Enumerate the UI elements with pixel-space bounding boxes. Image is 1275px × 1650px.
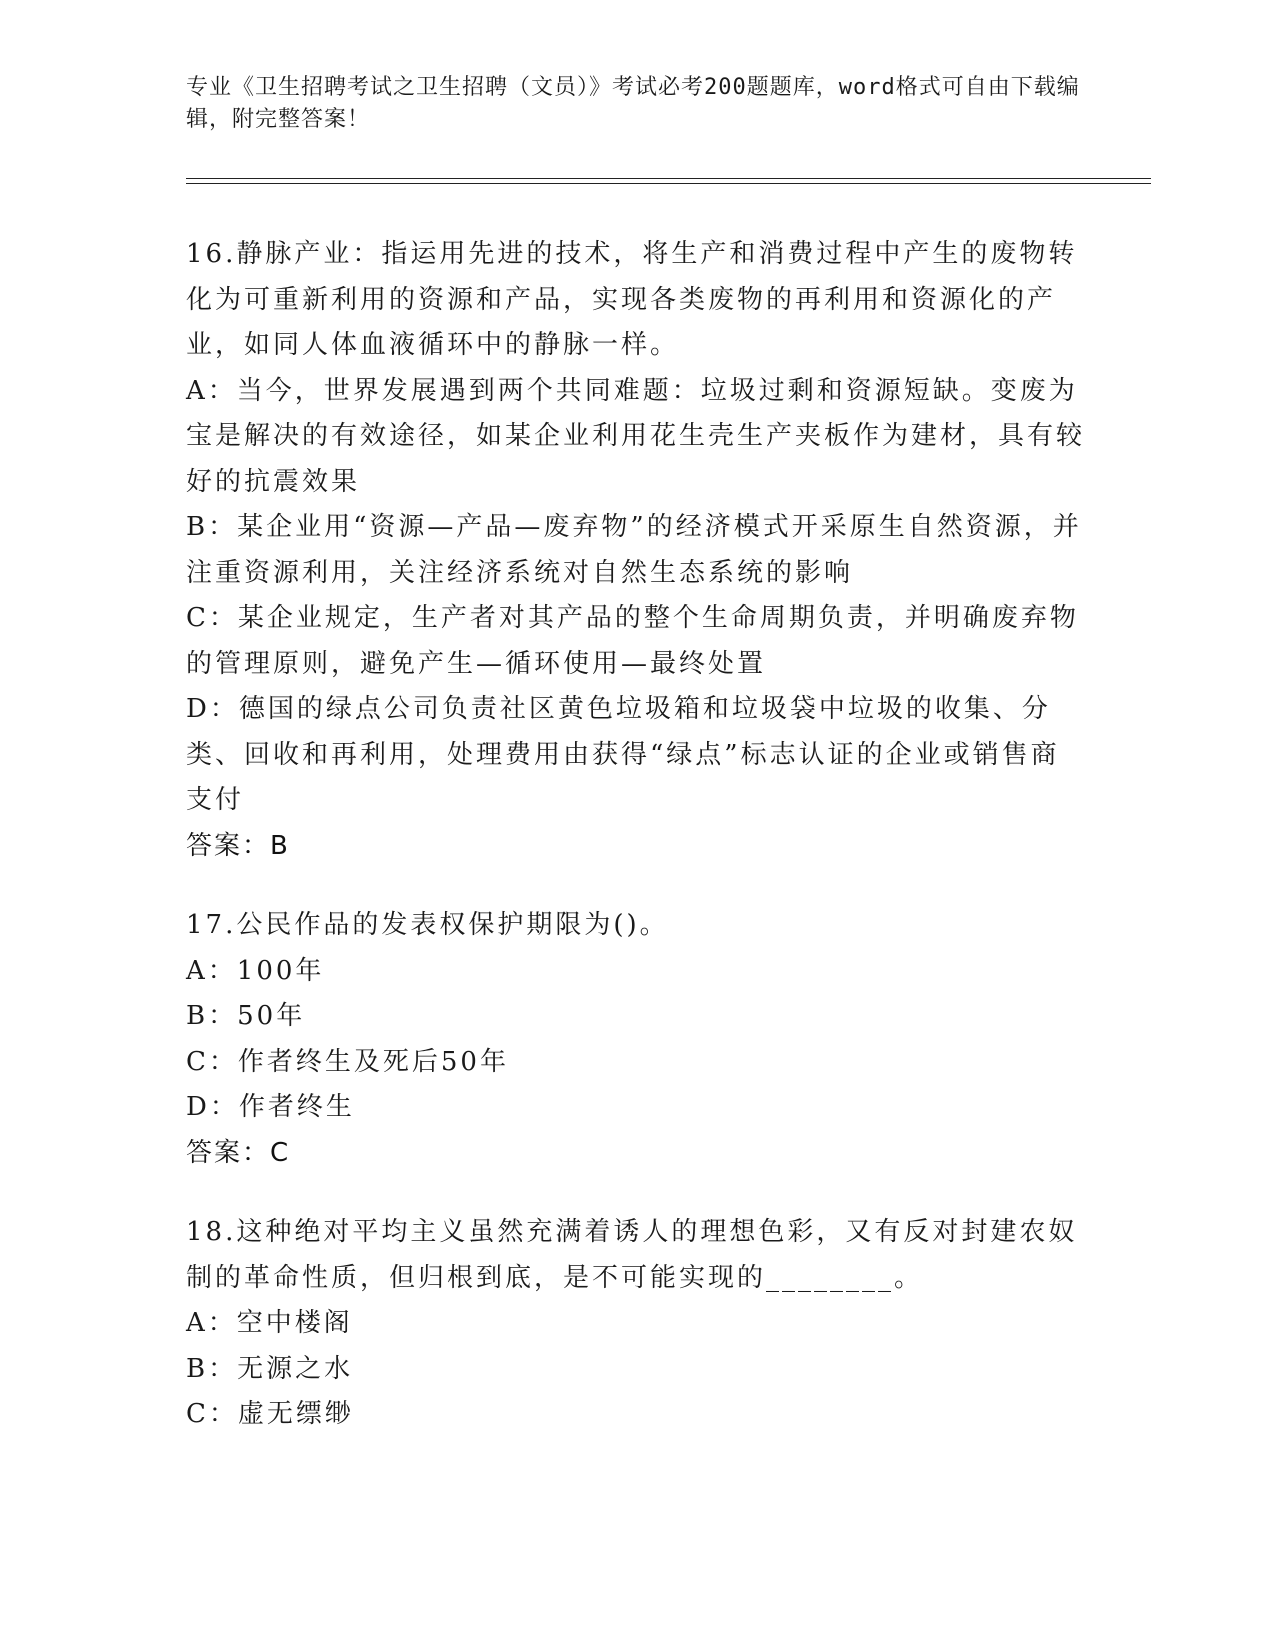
option-c: C：作者终生及死后50年 [186, 1046, 509, 1077]
option-a: A：100年 [186, 955, 325, 986]
header-divider-top [186, 178, 1151, 179]
option-b: B：50年 [186, 1001, 306, 1031]
option-c: C：某企业规定，生产者对其产品的整个生命周期负责，并明确废弃物的管理原则，避免产生—循环使用—最终处置 [186, 603, 1079, 679]
option-c: C：虚无缥缈 [186, 1399, 354, 1429]
question-stem: 18.这种绝对平均主义虽然充满着诱人的理想色彩，又有反对封建农奴制的革命性质，但归根到底，是不可能实现的________。 [186, 1217, 1078, 1293]
question-list [186, 232, 1086, 1472]
option-a: A：当今，世界发展遇到两个共同难题：垃圾过剩和资源短缺。变废为宝是解决的有效途径，如某企业利用花生壳生产夹板作为建材，具有较好的抗震效果 [186, 375, 1086, 497]
option-a: A：空中楼阁 [186, 1308, 353, 1338]
answer-label: 答案：C [186, 1137, 291, 1168]
header-divider-bottom [186, 183, 1151, 184]
question-17 [186, 903, 1086, 1176]
question-stem: 16.静脉产业：指运用先进的技术，将生产和消费过程中产生的废物转化为可重新利用的资源和产品，实现各类废物的再利用和资源化的产业，如同人体血液循环中的静脉一样。 [186, 239, 1078, 360]
question-16 [186, 232, 1086, 869]
option-b: B：某企业用“资源—产品—废弃物”的经济模式开采原生自然资源，并注重资源利用，关注经济系统对自然生态系统的影响 [186, 512, 1082, 588]
option-d: D：作者终生 [186, 1092, 355, 1122]
option-d: D：德国的绿点公司负责社区黄色垃圾箱和垃圾袋中垃圾的收集、分类、回收和再利用，处理费用由获得“绿点”标志认证的企业或销售商支付 [186, 694, 1060, 815]
answer-label: 答案：B [186, 830, 290, 861]
option-b: B：无源之水 [186, 1353, 354, 1384]
document-header: 专业《卫生招聘考试之卫生招聘（文员）》考试必考200题题库，word格式可自由下载编辑，附完整答案！ [186, 75, 1080, 132]
question-18 [186, 1210, 1086, 1438]
question-stem: 17.公民作品的发表权保护期限为()。 [186, 910, 669, 940]
